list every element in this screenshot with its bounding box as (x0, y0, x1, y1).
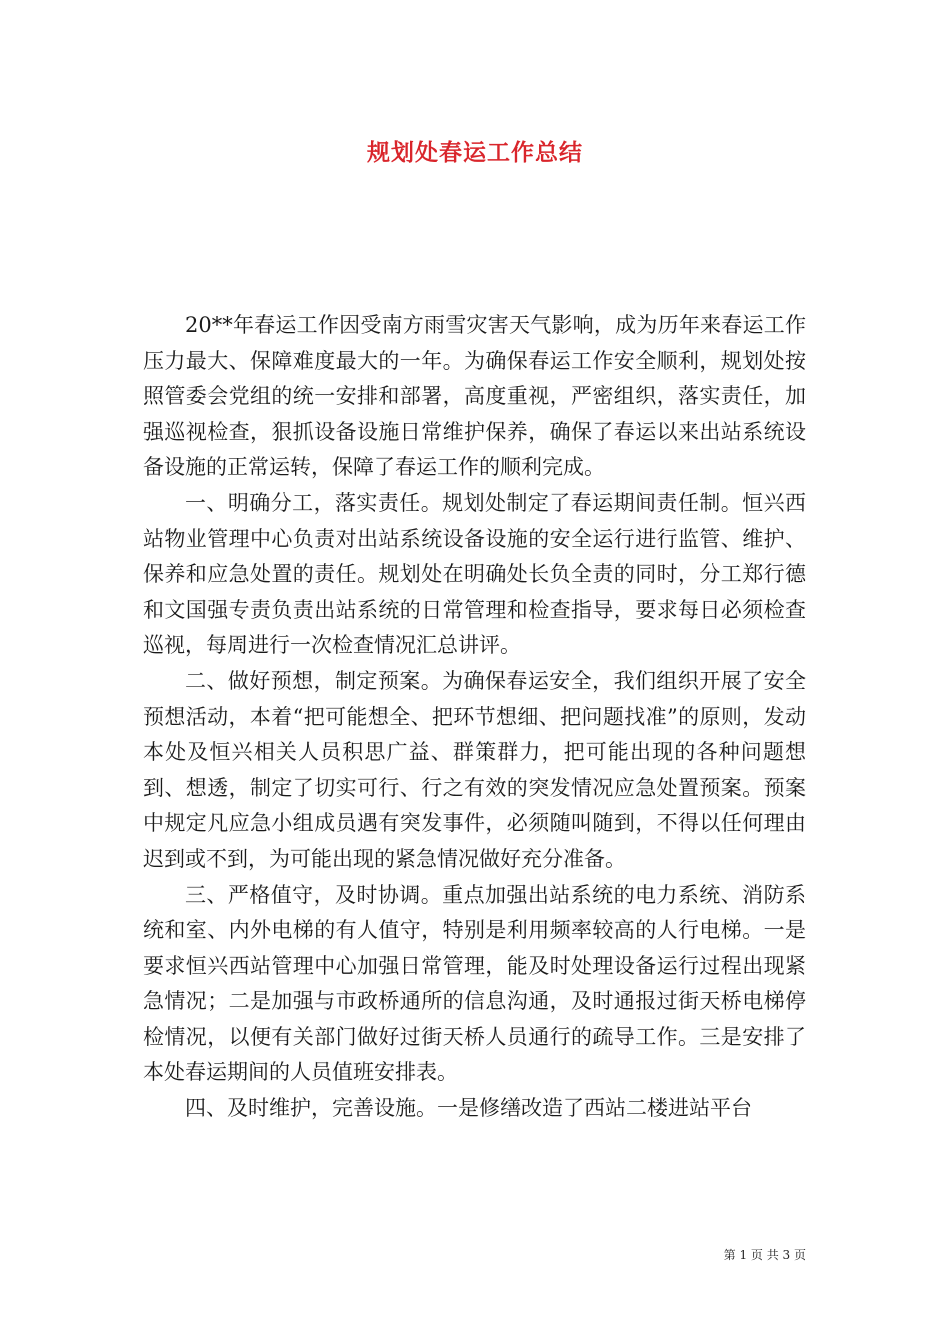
paragraph-section-3: 三、严格值守，及时协调。重点加强出站系统的电力系统、消防系统和室、内外电梯的有人值守，特别是利用频率较高的人行电梯。一是要求恒兴西站管理中心加强日常管理，能及时处理设备运行过程出现紧急情况；二是加强与市政桥通所的信息沟通，及时通报过街天桥电梯停检情况，以便有关部门做好过街天桥人员通行的疏导工作。三是安排了本处春运期间的人员值班安排表。 (143, 882, 806, 1085)
paragraph-intro: 20**年春运工作因受南方雨雪灾害天气影响，成为历年来春运工作压力最大、保障难度最大的一年。为确保春运工作安全顺利，规划处按照管委会党组的统一安排和部署，高度重视，严密组织，落实责任，加强巡视检查，狠抓设备设施日常维护保养，确保了春运以来出站系统设备设施的正常运转，保障了春运工作的顺利完成。 (143, 313, 806, 480)
paragraph-section-4: 四、及时维护，完善设施。一是修缮改造了西站二楼进站平台 (185, 1096, 752, 1121)
paragraph-section-1: 一、明确分工，落实责任。规划处制定了春运期间责任制。恒兴西站物业管理中心负责对出站系统设备设施的安全运行进行监管、维护、保养和应急处置的责任。规划处在明确处长负全责的同时，分工郑行德和文国强专责负责出站系统的日常管理和检查指导，要求每日必须检查巡视，每周进行一次检查情况汇总讲评。 (143, 490, 806, 658)
document-body (143, 308, 806, 1127)
page-number-footer: 第 1 页 共 3 页 (723, 1248, 806, 1262)
paragraph-section-2: 二、做好预想，制定预案。为确保春运安全，我们组织开展了安全预想活动，本着“把可能想全、把环节想细、把问题找准”的原则，发动本处及恒兴相关人员积思广益、群策群力，把可能出现的各种问题想到、想透，制定了切实可行、行之有效的突发情况应急处置预案。预案中规定凡应急小组成员遇有突发事件，必须随叫随到，不得以任何理由迟到或不到，为可能出现的紧急情况做好充分准备。 (143, 668, 806, 871)
document-title: 规划处春运工作总结 (367, 139, 583, 166)
